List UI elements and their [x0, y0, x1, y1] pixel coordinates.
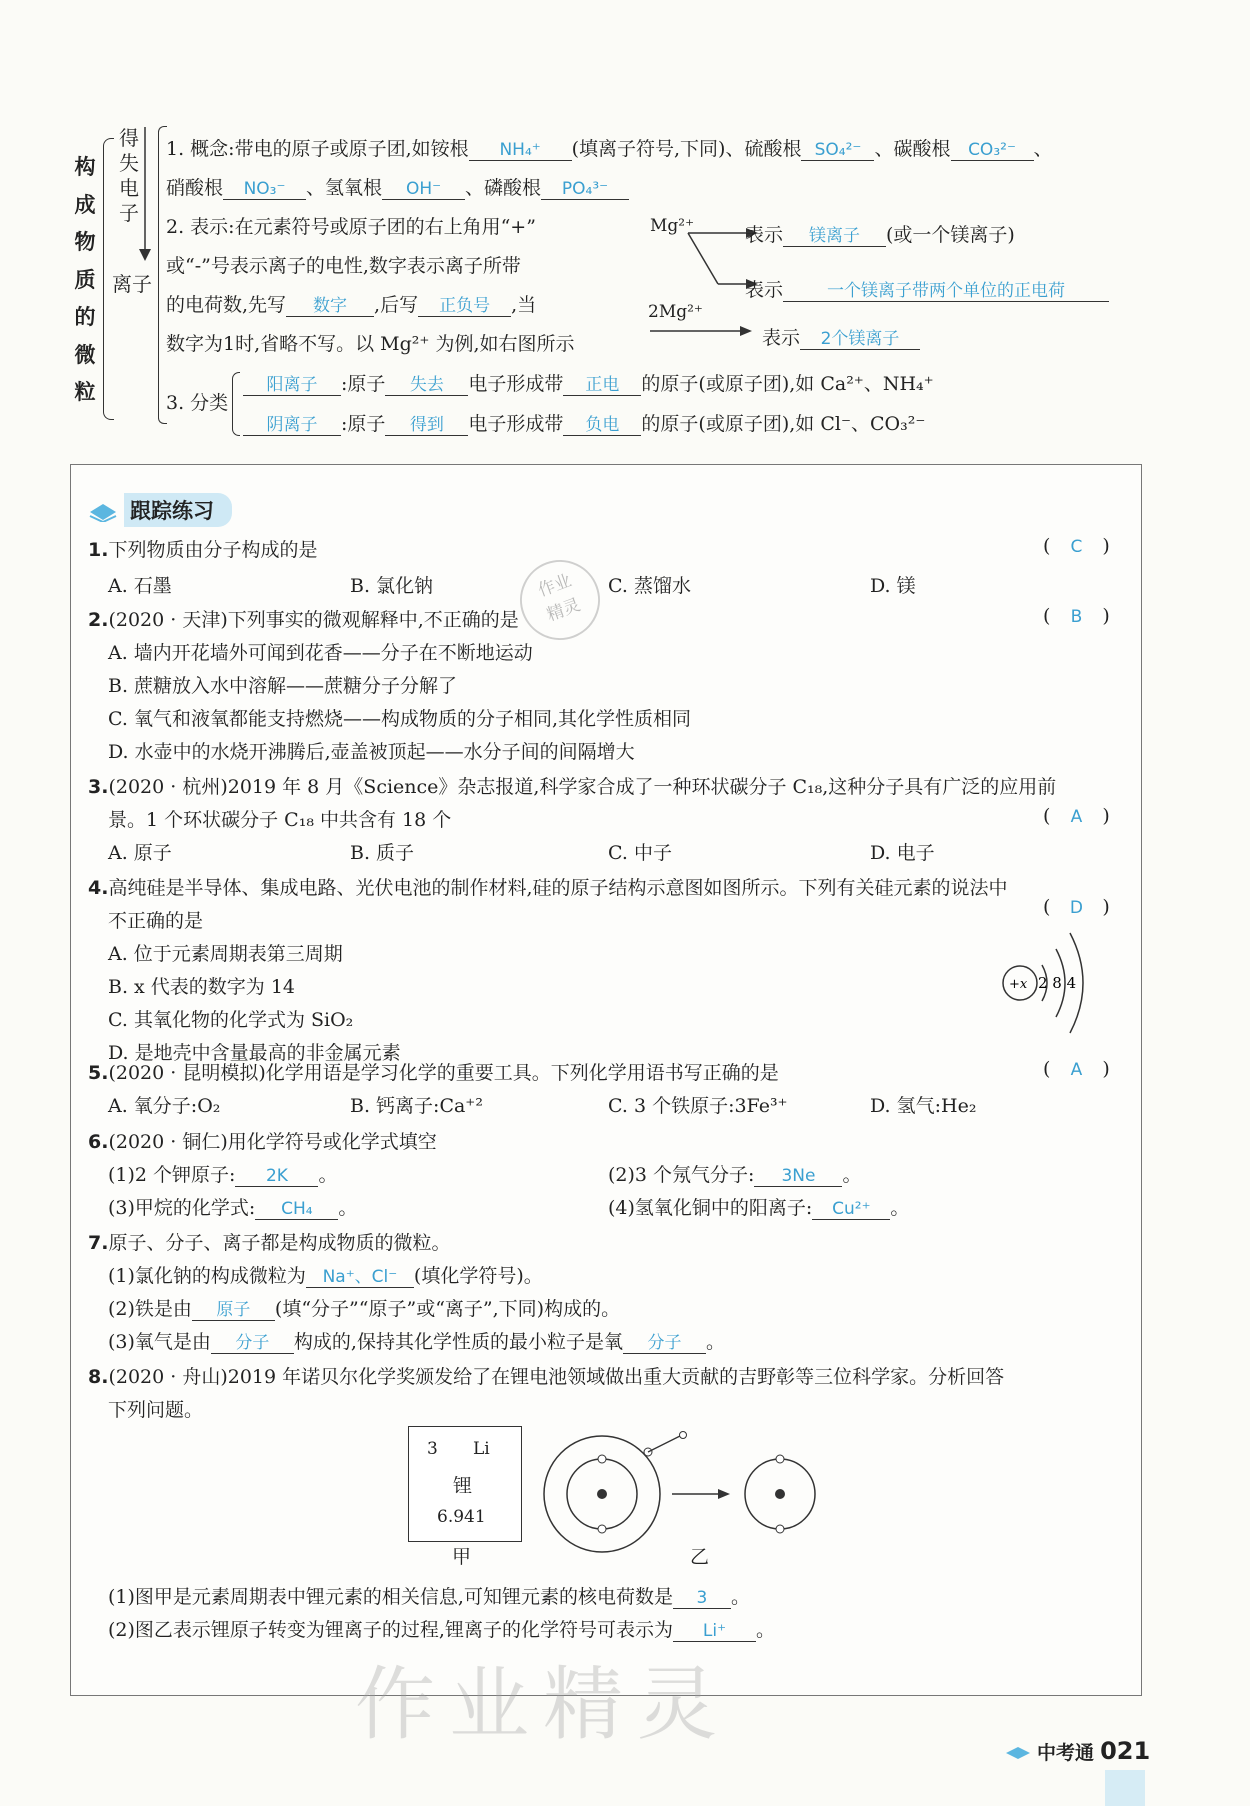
- q8-stem-1: 8.(2020 · 舟山)2019 年诺贝尔化学奖颁发给了在锂电池领域做出重大贡献的吉野彰等三位科学家。分析回答: [88, 1366, 1005, 1388]
- q6-part-2: (2)3 个氖气分子: 3Ne 。: [608, 1164, 862, 1186]
- q1-stem: 1.下列物质由分子构成的是: [88, 539, 318, 561]
- watermark-stamp: 作业 精灵: [509, 549, 612, 652]
- q4-option-a[interactable]: A. 位于元素周期表第三周期: [108, 943, 343, 965]
- q6-part-4: (4)氢氧化铜中的阳离子: Cu²⁺ 。: [608, 1197, 910, 1219]
- layers-icon: [88, 500, 118, 527]
- footer-icon: [1005, 1743, 1031, 1765]
- mg-rep-2: 表示 一个镁离子带两个单位的正电荷: [745, 275, 1109, 302]
- q2-option-d[interactable]: D. 水壶中的水烧开沸腾后,壶盖被顶起——水分子间的间隔增大: [108, 741, 635, 763]
- q1-option-a[interactable]: A. 石墨: [108, 575, 172, 597]
- concept-side-title: 构 成 物 质 的 微 粒: [74, 154, 96, 404]
- q6-part-3: (3)甲烷的化学式: CH₄ 。: [108, 1197, 358, 1219]
- concept-line-4: 或“-”号表示离子的电性,数字表示离子所带: [166, 255, 521, 277]
- mg-rep-1: 表示 镁离子 (或一个镁离子): [745, 220, 1015, 247]
- ion-label: 离子: [112, 272, 152, 296]
- section-header: [88, 493, 232, 527]
- classify-label: 3. 分类: [166, 392, 229, 414]
- q3-answer: ( A ): [1043, 805, 1110, 827]
- q4-stem-1: 4.高纯硅是半导体、集成电路、光伏电池的制作材料,硅的原子结构示意图如图所示。下列有关硅元素的说法中: [88, 877, 1008, 899]
- footer: [1005, 1737, 1150, 1765]
- mg-rep-3: 表示 2个镁离子: [762, 323, 920, 350]
- classify-brace: [232, 372, 240, 436]
- mg2-arrow: [650, 323, 760, 339]
- concept-line-3: 2. 表示:在元素符号或原子团的右上角用“+”: [166, 216, 536, 238]
- concept-line-5: 的电荷数,先写 数字 ,后写 正负号 ,当: [166, 290, 536, 317]
- q3-option-c[interactable]: C. 中子: [608, 842, 672, 864]
- q3-option-b[interactable]: B. 质子: [350, 842, 415, 864]
- q2-option-c[interactable]: C. 氧气和液氧都能支持燃烧——构成物质的分子相同,其化学性质相同: [108, 708, 691, 730]
- nucleus-label: +x: [1009, 977, 1028, 992]
- label-b: 乙: [690, 1546, 710, 1568]
- q2-option-a[interactable]: A. 墙内开花墙外可闻到花香——分子在不断地运动: [108, 642, 533, 664]
- q4-stem-2: 不正确的是: [108, 910, 204, 932]
- down-arrow-icon: [135, 125, 155, 265]
- gain-lose-label: 得 失 电 子: [119, 126, 139, 225]
- concept-line-2: 硝酸根 NO₃⁻ 、氢氧根 OH⁻ 、磷酸根 PO₄³⁻: [166, 173, 629, 200]
- shell-label: 2 8 4: [1038, 974, 1077, 992]
- q4-answer: ( D ): [1043, 896, 1110, 918]
- q1-option-c[interactable]: C. 蒸馏水: [608, 575, 691, 597]
- q6-stem: 6.(2020 · 铜仁)用化学符号或化学式填空: [88, 1131, 437, 1153]
- q8-stem-2: 下列问题。: [108, 1399, 204, 1421]
- q7-part-1: (1)氯化钠的构成微粒为 Na⁺、Cl⁻ (填化学符号)。: [108, 1261, 543, 1288]
- q3-option-d[interactable]: D. 电子: [870, 842, 935, 864]
- classify-line-2: 阴离子 :原子 得到 电子形成带 负电 的原子(或原子团),如 Cl⁻、CO₃²⁻: [243, 409, 925, 436]
- q2-answer: ( B ): [1043, 605, 1110, 627]
- q8-part-1: (1)图甲是元素周期表中锂元素的相关信息,可知锂元素的核电荷数是 3 。: [108, 1586, 750, 1608]
- mg2-label: 2Mg²⁺: [648, 302, 703, 322]
- classify-line-1: 阳离子 :原子 失去 电子形成带 正电 的原子(或原子团),如 Ca²⁺、NH₄⁺: [243, 369, 934, 396]
- q7-part-3: (3)氧气是由 分子 构成的,保持其化学性质的最小粒子是氧 分子 。: [108, 1327, 725, 1354]
- label-a: 甲: [452, 1546, 472, 1568]
- concept-line-6: 数字为1时,省略不写。以 Mg²⁺ 为例,如右图所示: [166, 333, 575, 355]
- element-name: 锂: [453, 1475, 473, 1497]
- concept-line-1: 1. 概念:带电的原子或原子团,如铵根 NH₄⁺ (填离子符号,下同)、硫酸根 SO₄²⁻ 、碳酸根 CO₃²⁻ 、: [166, 138, 1053, 160]
- q2-stem: 2.(2020 · 天津)下列事实的微观解释中,不正确的是: [88, 609, 519, 631]
- q7-stem: 7.原子、分子、离子都是构成物质的微粒。: [88, 1232, 451, 1254]
- q5-option-d[interactable]: D. 氢气:He₂: [870, 1095, 977, 1117]
- page-number: 021: [1100, 1737, 1151, 1765]
- q1-answer: ( C ): [1043, 535, 1110, 557]
- q4-option-b[interactable]: B. x 代表的数字为 14: [108, 976, 296, 998]
- element-card: [408, 1426, 522, 1542]
- q3-option-a[interactable]: A. 原子: [108, 842, 172, 864]
- q3-stem-2: 景。1 个环状碳分子 C₁₈ 中共含有 18 个: [108, 809, 452, 831]
- section-title: 跟踪练习: [124, 493, 232, 527]
- silicon-atom-diagram: [1000, 925, 1110, 1035]
- atomic-number: 3: [427, 1439, 438, 1459]
- q5-answer: ( A ): [1043, 1058, 1110, 1080]
- q3-stem-1: 3.(2020 · 杭州)2019 年 8 月《Science》杂志报道,科学家合成了一种环状碳分子 C₁₈,这种分子具有广泛的应用前: [88, 776, 1057, 798]
- q5-option-b[interactable]: B. 钙离子:Ca⁺²: [350, 1095, 483, 1117]
- q4-option-c[interactable]: C. 其氧化物的化学式为 SiO₂: [108, 1009, 354, 1031]
- q8-part-2: (2)图乙表示锂原子转变为锂离子的过程,锂离子的化学符号可表示为 Li⁺ 。: [108, 1619, 775, 1641]
- q2-option-b[interactable]: B. 蔗糖放入水中溶解——蔗糖分子分解了: [108, 675, 458, 697]
- q1-option-d[interactable]: D. 镁: [870, 575, 916, 597]
- footer-brand: 中考通: [1037, 1742, 1095, 1764]
- page-tab: [1105, 1770, 1145, 1806]
- q7-part-2: (2)铁是由 原子 (填“分子”“原子”或“离子”,下同)构成的。: [108, 1294, 620, 1321]
- q6-part-1: (1)2 个钾原子: 2K 。: [108, 1164, 338, 1186]
- element-symbol: Li: [473, 1439, 490, 1459]
- watermark: 作业精灵: [355, 1658, 731, 1751]
- q1-option-b[interactable]: B. 氯化钠: [350, 575, 434, 597]
- mg-ion-label: Mg²⁺: [650, 216, 695, 236]
- q5-option-a[interactable]: A. 氧分子:O₂: [108, 1095, 221, 1117]
- q5-stem: 5.(2020 · 昆明模拟)化学用语是学习化学的重要工具。下列化学用语书写正确的是: [88, 1062, 779, 1084]
- atomic-mass: 6.941: [437, 1507, 486, 1527]
- q5-option-c[interactable]: C. 3 个铁原子:3Fe³⁺: [608, 1095, 788, 1117]
- q4-option-d[interactable]: D. 是地壳中含量最高的非金属元素: [108, 1042, 401, 1064]
